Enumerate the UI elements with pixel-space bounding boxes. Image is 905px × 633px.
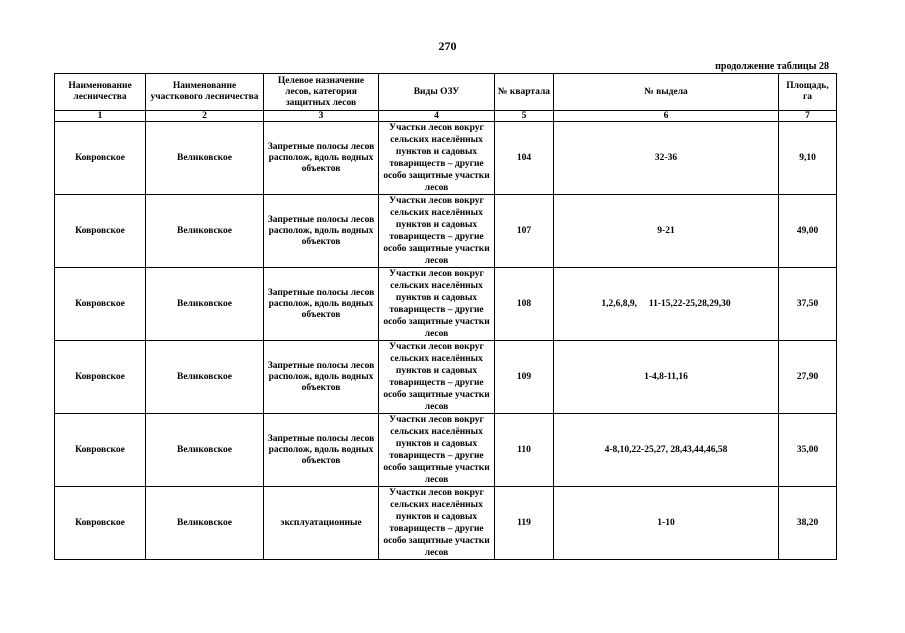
column-number: 7: [779, 111, 837, 122]
table-row: [55, 341, 837, 414]
header-district: Наименование участкового лесничества: [146, 74, 264, 111]
cell-forestry: Ковровское: [55, 487, 146, 560]
cell-quarter: 107: [495, 195, 554, 268]
forest-plots-table: [54, 73, 837, 560]
cell-quarter: 104: [495, 122, 554, 195]
cell-district: Великовское: [146, 414, 264, 487]
cell-quarter: 119: [495, 487, 554, 560]
header-ozu: Виды ОЗУ: [379, 74, 495, 111]
page-number: 270: [438, 39, 457, 53]
header-plots: № выдела: [554, 74, 779, 111]
table-row: [55, 487, 837, 560]
column-number: 5: [495, 111, 554, 122]
cell-ozu: Участки лесов вокруг сельских населённых пунктов и садовых товариществ – другие особо защитные участки лесов: [379, 122, 495, 195]
cell-plots: 1,2,6,8,9, 11-15,22-25,28,29,30: [554, 268, 779, 341]
cell-ozu: Участки лесов вокруг сельских населённых пунктов и садовых товариществ – другие особо защитные участки лесов: [379, 195, 495, 268]
cell-purpose: эксплуатационные: [264, 487, 379, 560]
cell-area: 9,10: [779, 122, 837, 195]
cell-area: 35,00: [779, 414, 837, 487]
cell-purpose: Запретные полосы лесов располож, вдоль водных объектов: [264, 268, 379, 341]
header-purpose: Целевое назначение лесов, категория защитных лесов: [264, 74, 379, 111]
column-number: 2: [146, 111, 264, 122]
cell-plots: 1-4,8-11,16: [554, 341, 779, 414]
table-row: [55, 268, 837, 341]
cell-quarter: 108: [495, 268, 554, 341]
cell-area: 49,00: [779, 195, 837, 268]
cell-purpose: Запретные полосы лесов располож, вдоль водных объектов: [264, 341, 379, 414]
cell-forestry: Ковровское: [55, 195, 146, 268]
column-number: 6: [554, 111, 779, 122]
table-row: [55, 122, 837, 195]
cell-forestry: Ковровское: [55, 268, 146, 341]
cell-area: 27,90: [779, 341, 837, 414]
cell-area: 38,20: [779, 487, 837, 560]
table-continuation-note: продолжение таблицы 28: [715, 61, 829, 72]
table-header-row: [55, 74, 837, 111]
cell-forestry: Ковровское: [55, 341, 146, 414]
cell-purpose: Запретные полосы лесов располож, вдоль водных объектов: [264, 414, 379, 487]
table-row: [55, 195, 837, 268]
header-area: Площадь, га: [779, 74, 837, 111]
cell-ozu: Участки лесов вокруг сельских населённых пунктов и садовых товариществ – другие особо защитные участки лесов: [379, 341, 495, 414]
cell-district: Великовское: [146, 195, 264, 268]
cell-purpose: Запретные полосы лесов располож, вдоль водных объектов: [264, 122, 379, 195]
column-number: 3: [264, 111, 379, 122]
column-number: 4: [379, 111, 495, 122]
header-forestry: Наименование лесничества: [55, 74, 146, 111]
cell-district: Великовское: [146, 487, 264, 560]
header-quarter: № квартала: [495, 74, 554, 111]
cell-district: Великовское: [146, 268, 264, 341]
column-number-row: [55, 111, 837, 122]
cell-ozu: Участки лесов вокруг сельских населённых пунктов и садовых товариществ – другие особо защитные участки лесов: [379, 414, 495, 487]
cell-purpose: Запретные полосы лесов располож, вдоль водных объектов: [264, 195, 379, 268]
cell-plots: 4-8,10,22-25,27, 28,43,44,46,58: [554, 414, 779, 487]
column-number: 1: [55, 111, 146, 122]
cell-district: Великовское: [146, 341, 264, 414]
cell-area: 37,50: [779, 268, 837, 341]
cell-plots: 9-21: [554, 195, 779, 268]
cell-plots: 1-10: [554, 487, 779, 560]
cell-ozu: Участки лесов вокруг сельских населённых пунктов и садовых товариществ – другие особо защитные участки лесов: [379, 268, 495, 341]
cell-ozu: Участки лесов вокруг сельских населённых пунктов и садовых товариществ – другие особо защитные участки лесов: [379, 487, 495, 560]
table-row: [55, 414, 837, 487]
cell-plots: 32-36: [554, 122, 779, 195]
cell-forestry: Ковровское: [55, 414, 146, 487]
cell-forestry: Ковровское: [55, 122, 146, 195]
cell-district: Великовское: [146, 122, 264, 195]
cell-quarter: 109: [495, 341, 554, 414]
cell-quarter: 110: [495, 414, 554, 487]
